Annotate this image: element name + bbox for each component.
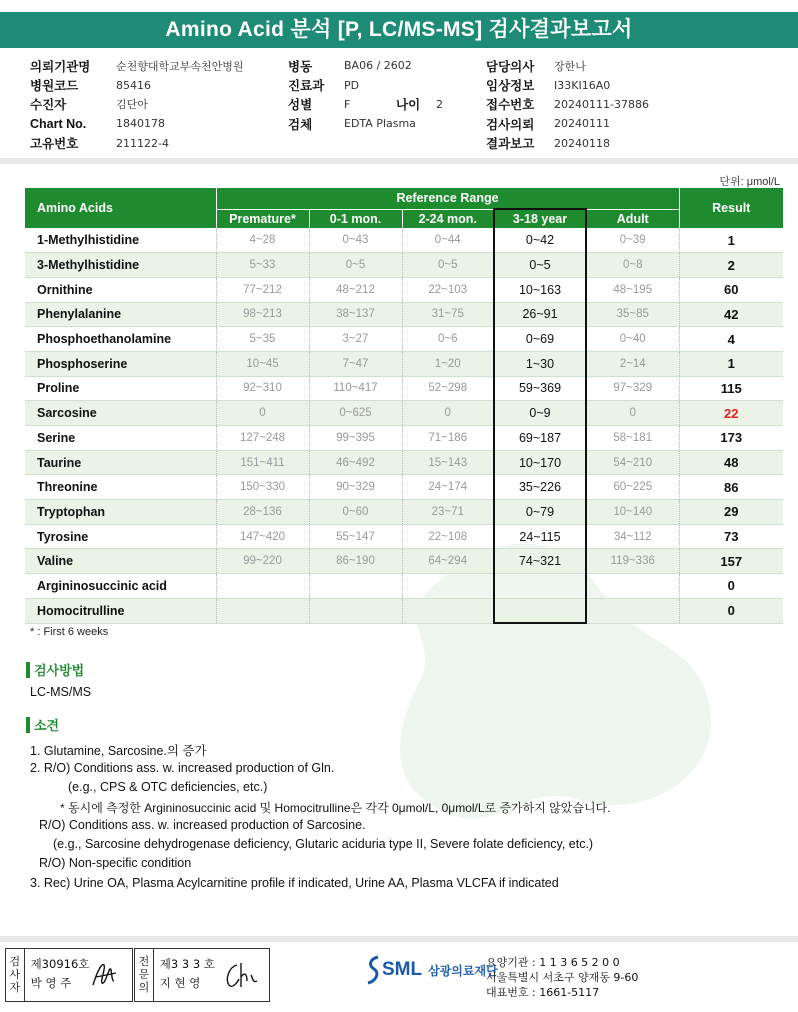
reference-range-cell: 7~47 — [309, 351, 402, 376]
info-row — [30, 56, 244, 75]
reference-range-cell: 24~174 — [402, 475, 494, 500]
info-label: 의뢰기관명 — [30, 59, 91, 74]
reference-range-cell: 64~294 — [402, 549, 494, 574]
reference-range-cell: 1~30 — [494, 351, 586, 376]
header-reference-range: Reference Range — [216, 188, 679, 209]
reference-range-cell: 58~181 — [586, 426, 679, 451]
reviewer-signature-icon — [223, 959, 259, 991]
table-row — [25, 598, 783, 623]
reviewer-label-char: 의 — [138, 981, 150, 994]
info-value: 1840178 — [116, 117, 165, 131]
amino-acid-name: Sarcosine — [25, 401, 216, 426]
reference-range-cell: 22~103 — [402, 277, 494, 302]
reference-range-cell: 0~625 — [309, 401, 402, 426]
footnote: * : First 6 weeks — [30, 626, 109, 638]
info-value: 20240111 — [554, 117, 610, 131]
table-row — [25, 450, 783, 475]
reference-range-cell: 127~248 — [216, 426, 309, 451]
info-row — [486, 95, 649, 114]
amino-acid-name: Taurine — [25, 450, 216, 475]
org-info — [486, 955, 638, 1000]
unit-label: 단위: μmol/L — [719, 176, 780, 188]
sml-logo-text: SML — [382, 959, 423, 980]
result-value: 4 — [679, 327, 783, 352]
table-row — [25, 376, 783, 401]
reference-range-cell: 69~187 — [494, 426, 586, 451]
reference-range-cell: 0~5 — [309, 253, 402, 278]
info-column-3 — [486, 56, 649, 153]
table-row — [25, 549, 783, 574]
info-value: 20240118 — [554, 136, 610, 150]
result-value: 173 — [679, 426, 783, 451]
examiner-name: 박 영 주 — [30, 976, 72, 990]
info-row — [30, 75, 244, 94]
table-row — [25, 351, 783, 376]
reference-range-cell: 0~9 — [494, 401, 586, 426]
reference-range-cell: 0~5 — [402, 253, 494, 278]
amino-acid-name: Tryptophan — [25, 500, 216, 525]
amino-acid-table — [25, 188, 783, 624]
result-value: 115 — [679, 376, 783, 401]
findings-heading — [26, 715, 59, 734]
amino-acid-name: Argininosuccinic acid — [25, 574, 216, 599]
reference-range-cell: 0~69 — [494, 327, 586, 352]
reference-range-cell: 60~225 — [586, 475, 679, 500]
reference-range-cell: 0 — [586, 401, 679, 426]
amino-acid-name: 1-Methylhistidine — [25, 228, 216, 253]
reference-range-cell: 10~170 — [494, 450, 586, 475]
info-row — [486, 75, 649, 94]
reference-range-cell: 0~60 — [309, 500, 402, 525]
info-value: BA06 / 2602 — [344, 59, 412, 73]
table-row — [25, 524, 783, 549]
info-value: EDTA Plasma — [344, 117, 416, 131]
reviewer-name: 지 현 영 — [159, 976, 201, 990]
result-value: 42 — [679, 302, 783, 327]
reference-range-cell: 0~44 — [402, 228, 494, 253]
reference-range-cell: 110~417 — [309, 376, 402, 401]
result-value: 1 — [679, 351, 783, 376]
examiner-label-char: 사 — [9, 968, 21, 981]
reference-range-cell: 55~147 — [309, 524, 402, 549]
info-value: 20240111-37886 — [554, 97, 649, 111]
method-heading — [26, 660, 84, 679]
amino-acid-name: Proline — [25, 376, 216, 401]
table-row — [25, 401, 783, 426]
reference-range-cell: 35~85 — [586, 302, 679, 327]
signature-divider — [0, 936, 798, 942]
reviewer-label-char: 전 — [138, 955, 150, 968]
reference-range-cell: 0~40 — [586, 327, 679, 352]
reference-range-cell: 71~186 — [402, 426, 494, 451]
patient-info — [0, 56, 798, 152]
info-value: 장한나 — [554, 59, 586, 73]
reviewer-label-char: 문 — [138, 968, 150, 981]
reference-range-cell — [402, 598, 494, 623]
info-column-1 — [30, 56, 244, 153]
info-row — [288, 75, 443, 94]
amino-acid-name: Valine — [25, 549, 216, 574]
amino-acid-name: Phenylalanine — [25, 302, 216, 327]
result-value: 60 — [679, 277, 783, 302]
amino-acid-name: Threonine — [25, 475, 216, 500]
reference-range-cell: 99~395 — [309, 426, 402, 451]
info-row — [486, 56, 649, 75]
reference-range-cell: 5~35 — [216, 327, 309, 352]
reference-range-cell: 59~369 — [494, 376, 586, 401]
reference-range-cell: 151~411 — [216, 450, 309, 475]
reference-range-cell: 0~42 — [494, 228, 586, 253]
header-range-3-18year: 3-18 year — [494, 209, 586, 228]
reference-range-cell — [309, 598, 402, 623]
info-label: 병원코드 — [30, 79, 79, 94]
examiner-label — [6, 949, 25, 1001]
header-range-2-24mon: 2-24 mon. — [402, 209, 494, 228]
reference-range-cell: 10~45 — [216, 351, 309, 376]
result-value: 73 — [679, 524, 783, 549]
info-label: 진료과 — [288, 79, 325, 94]
sml-mark-icon — [366, 955, 380, 985]
reference-range-cell: 26~91 — [494, 302, 586, 327]
reference-range-cell: 0~6 — [402, 327, 494, 352]
report-title: Amino Acid 분석 [P, LC/MS-MS] 검사결과보고서 — [0, 12, 798, 48]
info-label: 담당의사 — [486, 59, 535, 74]
info-label: 임상정보 — [486, 79, 535, 94]
examiner-license-no: 제30916호 — [30, 957, 90, 971]
info-row — [288, 114, 443, 133]
reference-range-cell — [494, 574, 586, 599]
finding-line: (e.g., CPS & OTC deficiencies, etc.) — [68, 780, 268, 794]
result-value: 86 — [679, 475, 783, 500]
reference-range-cell — [216, 574, 309, 599]
finding-line: 3. Rec) Urine OA, Plasma Acylcarnitine profile if indicated, Urine AA, Plasma VLCFA if indicated — [30, 876, 559, 890]
info-row — [30, 134, 244, 153]
reference-range-cell: 74~321 — [494, 549, 586, 574]
info-row — [288, 95, 443, 114]
result-value: 2 — [679, 253, 783, 278]
reference-range-cell: 90~329 — [309, 475, 402, 500]
reference-range-cell: 0~79 — [494, 500, 586, 525]
result-value: 157 — [679, 549, 783, 574]
method-heading-text: 검사방법 — [34, 663, 85, 678]
findings-heading-text: 소견 — [34, 718, 60, 733]
header-range-adult: Adult — [586, 209, 679, 228]
section-marker — [26, 717, 30, 733]
reference-range-cell: 0 — [216, 401, 309, 426]
info-label: 고유번호 — [30, 137, 79, 152]
org-name: 삼광의료재단 — [428, 963, 498, 978]
reference-range-cell: 22~108 — [402, 524, 494, 549]
examiner-content — [25, 949, 132, 1001]
result-value: 0 — [679, 574, 783, 599]
table-row — [25, 475, 783, 500]
result-value: 48 — [679, 450, 783, 475]
reference-range-cell: 147~420 — [216, 524, 309, 549]
table-row — [25, 228, 783, 253]
reviewer-signature-box — [134, 948, 270, 1002]
info-value: 85416 — [116, 78, 151, 92]
amino-acid-name: Homocitrulline — [25, 598, 216, 623]
reference-range-cell — [402, 574, 494, 599]
age-label: 나이 — [396, 98, 421, 113]
info-value: 김단아 — [116, 98, 148, 112]
info-row — [30, 95, 244, 114]
age-value: 2 — [436, 97, 443, 111]
table-row — [25, 327, 783, 352]
info-label: Chart No. — [30, 116, 87, 131]
info-row — [288, 56, 443, 75]
amino-acid-name: Phosphoserine — [25, 351, 216, 376]
reference-range-cell: 10~140 — [586, 500, 679, 525]
result-value: 22 — [679, 401, 783, 426]
reference-range-cell — [494, 598, 586, 623]
info-row — [30, 114, 244, 133]
info-column-2 — [288, 56, 443, 134]
info-label: 접수번호 — [486, 98, 535, 113]
examiner-signature-box — [5, 948, 133, 1002]
info-label: 결과보고 — [486, 137, 535, 152]
reference-range-cell: 48~212 — [309, 277, 402, 302]
reference-range-cell: 77~212 — [216, 277, 309, 302]
table-row — [25, 426, 783, 451]
org-info-line: 서울특별시 서초구 양재동 9-60 — [486, 971, 639, 984]
reviewer-content — [154, 949, 269, 1001]
reference-range-cell: 98~213 — [216, 302, 309, 327]
header-amino-acids: Amino Acids — [25, 188, 216, 228]
reference-range-cell — [216, 598, 309, 623]
reference-range-cell: 46~492 — [309, 450, 402, 475]
result-value: 29 — [679, 500, 783, 525]
amino-acid-name: Tyrosine — [25, 524, 216, 549]
reference-range-cell: 23~71 — [402, 500, 494, 525]
reference-range-cell: 31~75 — [402, 302, 494, 327]
info-value: 211122-4 — [116, 136, 169, 150]
info-label: 병동 — [288, 59, 313, 74]
reference-range-cell: 38~137 — [309, 302, 402, 327]
finding-line: R/O) Non-specific condition — [39, 856, 192, 870]
reference-range-cell: 3~27 — [309, 327, 402, 352]
reference-range-cell: 150~330 — [216, 475, 309, 500]
info-label: 검체 — [288, 117, 313, 132]
reference-range-cell: 92~310 — [216, 376, 309, 401]
amino-acid-name: 3-Methylhistidine — [25, 253, 216, 278]
reference-range-cell: 4~28 — [216, 228, 309, 253]
reviewer-license-no: 제3 3 3 호 — [159, 957, 215, 971]
reference-range-cell: 5~33 — [216, 253, 309, 278]
header-result: Result — [679, 188, 783, 228]
result-value: 1 — [679, 228, 783, 253]
info-label: 수진자 — [30, 98, 67, 113]
info-row — [486, 134, 649, 153]
info-label: 성별 — [288, 98, 313, 113]
reference-range-cell: 0~43 — [309, 228, 402, 253]
reference-range-cell: 34~112 — [586, 524, 679, 549]
reference-range-cell: 0 — [402, 401, 494, 426]
table-row — [25, 253, 783, 278]
header-range-premature: Premature* — [216, 209, 309, 228]
reference-range-cell: 28~136 — [216, 500, 309, 525]
finding-line: 1. Glutamine, Sarcosine.의 증가 — [30, 744, 207, 758]
amino-acid-table-body — [25, 228, 783, 623]
reference-range-cell: 48~195 — [586, 277, 679, 302]
examiner-label-char: 자 — [9, 981, 21, 994]
header-range-0-1mon: 0-1 mon. — [309, 209, 402, 228]
reference-range-cell: 0~5 — [494, 253, 586, 278]
reference-range-cell: 2~14 — [586, 351, 679, 376]
info-value: PD — [344, 78, 360, 92]
info-value: I33KI16A0 — [554, 78, 611, 92]
section-marker — [26, 662, 30, 678]
table-row — [25, 302, 783, 327]
finding-line: (e.g., Sarcosine dehydrogenase deficiency, Glutaric aciduria type II, Severe folate deficiency, etc.) — [53, 837, 594, 851]
info-value: F — [344, 97, 351, 111]
info-value: 순천향대학교부속천안병원 — [116, 59, 244, 73]
table-row — [25, 500, 783, 525]
org-info-line: 요양기관 : 1 1 3 6 5 2 0 0 — [486, 956, 620, 969]
reference-range-cell: 52~298 — [402, 376, 494, 401]
examiner-label-char: 검 — [9, 955, 21, 968]
amino-acid-name: Serine — [25, 426, 216, 451]
info-label: 검사의뢰 — [486, 117, 535, 132]
reference-range-cell: 1~20 — [402, 351, 494, 376]
reference-range-cell: 99~220 — [216, 549, 309, 574]
org-info-line: 대표번호 : 1661-5117 — [486, 986, 600, 999]
finding-line: 2. R/O) Conditions ass. w. increased production of Gln. — [30, 761, 335, 775]
reference-range-cell: 0~8 — [586, 253, 679, 278]
finding-line: * 동시에 측정한 Argininosuccinic acid 및 Homocitrulline은 각각 0μmol/L, 0μmol/L로 증가하지 않았습니다. — [60, 801, 611, 815]
reference-range-cell: 35~226 — [494, 475, 586, 500]
reference-range-cell: 97~329 — [586, 376, 679, 401]
reference-range-cell: 15~143 — [402, 450, 494, 475]
amino-acid-name: Ornithine — [25, 277, 216, 302]
reference-range-cell: 10~163 — [494, 277, 586, 302]
reference-range-cell — [309, 574, 402, 599]
amino-acid-name: Phosphoethanolamine — [25, 327, 216, 352]
reference-range-cell: 24~115 — [494, 524, 586, 549]
reference-range-cell — [586, 598, 679, 623]
reference-range-cell: 86~190 — [309, 549, 402, 574]
section-divider — [0, 158, 798, 164]
table-row — [25, 277, 783, 302]
sml-logo — [366, 955, 498, 985]
reviewer-label — [135, 949, 154, 1001]
result-value: 0 — [679, 598, 783, 623]
method-text: LC-MS/MS — [30, 685, 92, 699]
reference-range-cell: 0~39 — [586, 228, 679, 253]
finding-line: R/O) Conditions ass. w. increased production of Sarcosine. — [39, 818, 366, 832]
table-row — [25, 574, 783, 599]
examiner-signature-icon — [90, 959, 122, 991]
info-row — [486, 114, 649, 133]
reference-range-cell: 119~336 — [586, 549, 679, 574]
reference-range-cell: 54~210 — [586, 450, 679, 475]
reference-range-cell — [586, 574, 679, 599]
